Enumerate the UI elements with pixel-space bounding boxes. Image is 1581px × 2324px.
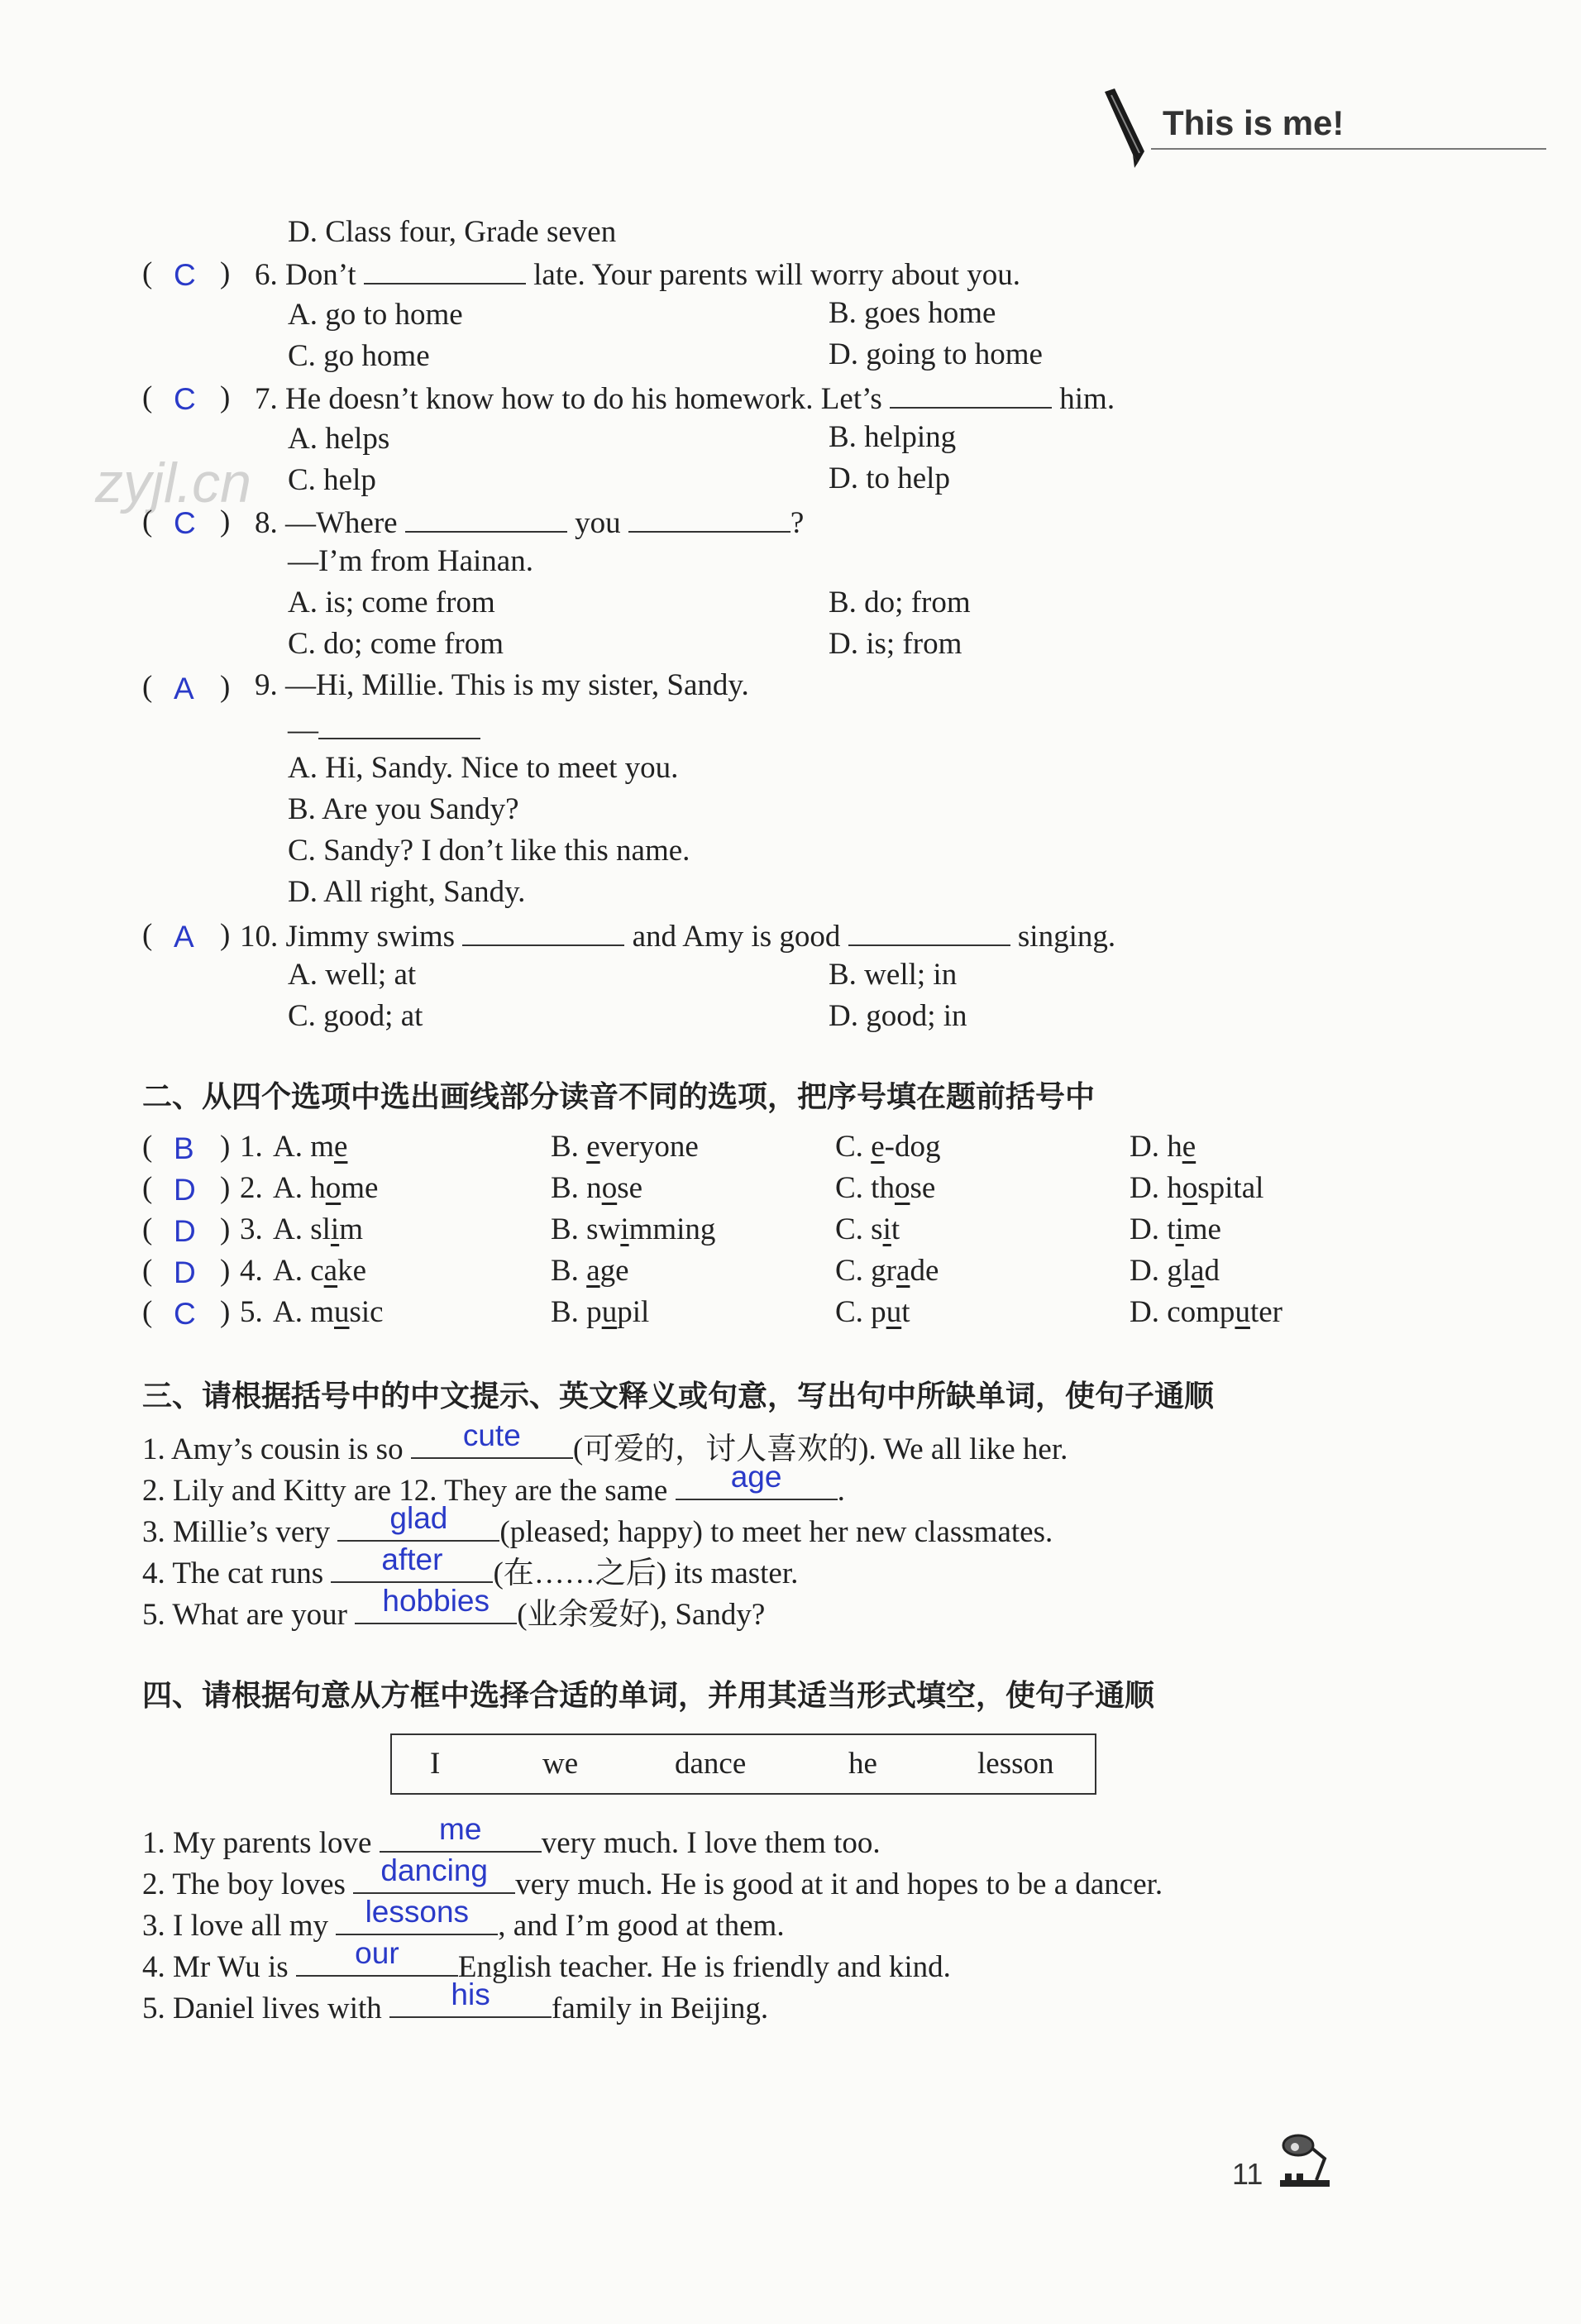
answer-8: C xyxy=(174,506,196,540)
option: C. go home xyxy=(288,339,430,373)
question-8: 8. —Where you ? xyxy=(255,501,804,543)
phonics-option-c: C. e-dog xyxy=(835,1130,941,1164)
fill-sentence: 4. Mr Wu is our English teacher. He is friendly and kind. xyxy=(142,1936,951,1984)
answer-blank: our xyxy=(296,1945,458,1977)
pen-icon xyxy=(1100,87,1149,170)
option: B. do; from xyxy=(829,586,971,619)
option: D. is; from xyxy=(829,627,962,661)
phonics-option-a: A. home xyxy=(273,1171,379,1205)
answer: D xyxy=(174,1255,196,1289)
blank xyxy=(364,253,526,285)
fill-sentence: 2. Lily and Kitty are 12. They are the same age . xyxy=(142,1460,845,1508)
phonics-option-c: C. those xyxy=(835,1171,936,1205)
section3-heading: 三、请根据括号中的中文提示、英文释义或句意，写出句中所缺单词，使句子通顺 xyxy=(142,1380,1215,1413)
blank xyxy=(628,501,790,533)
fill-sentence: 2. The boy loves dancing very much. He is good at it and hopes to be a dancer. xyxy=(142,1853,1163,1901)
phonics-option-b: B. everyone xyxy=(551,1130,699,1164)
fill-sentence: 3. Millie’s very glad (pleased; happy) to meet her new classmates. xyxy=(142,1501,1053,1549)
phonics-option-a: A. music xyxy=(273,1295,384,1329)
header-rule xyxy=(1151,148,1546,150)
option: A. Hi, Sandy. Nice to meet you. xyxy=(288,751,679,785)
phonics-option-a: A. me xyxy=(273,1130,348,1164)
answer-blank: his xyxy=(389,1987,552,2018)
option: C. good; at xyxy=(288,999,423,1033)
phonics-option-d: D. computer xyxy=(1130,1295,1282,1329)
phonics-option-b: B. age xyxy=(551,1254,629,1288)
page-number: 11 xyxy=(1232,2157,1263,2191)
phonics-option-c: C. put xyxy=(835,1295,910,1329)
fill-sentence: 5. What are your hobbies (业余爱好), Sandy? xyxy=(142,1584,766,1632)
box-word: dance xyxy=(675,1747,747,1781)
blank xyxy=(890,377,1052,409)
box-word: I xyxy=(430,1747,441,1781)
box-word: lesson xyxy=(977,1747,1054,1781)
option: D. All right, Sandy. xyxy=(288,875,526,909)
option: B. well; in xyxy=(829,958,958,992)
phonics-option-b: B. swimming xyxy=(551,1212,716,1246)
question-9: 9. —Hi, Millie. This is my sister, Sandy. xyxy=(255,668,749,702)
option: C. Sandy? I don’t like this name. xyxy=(288,834,690,868)
section2-heading: 二、从四个选项中选出画线部分读音不同的选项，把序号填在题前括号中 xyxy=(142,1080,1096,1114)
fill-sentence: 5. Daniel lives with his family in Beijing. xyxy=(142,1977,769,2025)
answer-paren-6: ( xyxy=(142,256,153,290)
phonics-option-d: D. he xyxy=(1130,1130,1196,1164)
option: D. going to home xyxy=(829,337,1043,371)
answer-7: C xyxy=(174,382,196,416)
phonics-option-d: D. time xyxy=(1130,1212,1221,1246)
option: D. to help xyxy=(829,461,950,495)
answer-blank: dancing xyxy=(353,1863,515,1894)
blank xyxy=(405,501,567,533)
item-number: 5. xyxy=(240,1295,263,1329)
phonics-option-b: B. nose xyxy=(551,1171,643,1205)
answer-6: C xyxy=(174,258,196,292)
option: A. helps xyxy=(288,422,390,456)
answer-blank: age xyxy=(676,1469,838,1500)
answer: C xyxy=(174,1297,196,1331)
answer-blank: lessons xyxy=(336,1904,498,1935)
phonics-option-a: A. cake xyxy=(273,1254,367,1288)
answer-blank: me xyxy=(380,1821,542,1853)
answer-10: A xyxy=(174,920,194,954)
phonics-option-d: D. hospital xyxy=(1130,1171,1264,1205)
answer-blank: hobbies xyxy=(355,1593,517,1624)
dialogue-line: —I’m from Hainan. xyxy=(288,544,533,578)
section4-heading: 四、请根据句意从方框中选择合适的单词，并用其适当形式填空，使句子通顺 xyxy=(142,1679,1155,1713)
fill-sentence: 3. I love all my lessons , and I’m good at them. xyxy=(142,1895,785,1943)
blank xyxy=(462,915,624,946)
option: B. helping xyxy=(829,420,957,454)
phonics-option-d: D. glad xyxy=(1130,1254,1220,1288)
question-7: 7. He doesn’t know how to do his homework. Let’s him. xyxy=(255,377,1115,418)
fill-sentence: 4. The cat runs after (在……之后) its master. xyxy=(142,1542,799,1590)
header xyxy=(1100,87,1546,170)
answer-blank: after xyxy=(331,1552,493,1583)
option: D. good; in xyxy=(829,999,967,1033)
blank xyxy=(848,915,1010,946)
item-number: 4. xyxy=(240,1254,263,1288)
question-10: 10. Jimmy swims and Amy is good singing. xyxy=(240,915,1115,956)
blank xyxy=(318,708,480,739)
answer-blank: glad xyxy=(337,1510,499,1542)
phonics-option-c: C. sit xyxy=(835,1212,900,1246)
answer-9: A xyxy=(174,672,194,705)
option: A. is; come from xyxy=(288,586,495,619)
dialogue-line: — xyxy=(288,708,480,749)
option: B. goes home xyxy=(829,296,996,330)
option: C. help xyxy=(288,463,376,497)
option: A. well; at xyxy=(288,958,417,992)
option: A. go to home xyxy=(288,298,463,332)
answer-blank: cute xyxy=(411,1427,573,1459)
phonics-option-a: A. slim xyxy=(273,1212,363,1246)
item-number: 2. xyxy=(240,1171,263,1205)
fill-sentence: 1. Amy’s cousin is so cute (可爱的，讨人喜欢的). We all like her. xyxy=(142,1418,1068,1466)
answer: D xyxy=(174,1173,196,1207)
item-number: 3. xyxy=(240,1212,263,1246)
desk-lamp-icon xyxy=(1275,2129,1341,2192)
question-6: 6. Don’t late. Your parents will worry about you. xyxy=(255,253,1020,294)
item-number: 1. xyxy=(240,1130,263,1164)
item5-option-d: D. Class four, Grade seven xyxy=(288,215,617,249)
option: C. do; come from xyxy=(288,627,504,661)
box-word: we xyxy=(542,1747,579,1781)
answer: D xyxy=(174,1214,196,1248)
answer: B xyxy=(174,1131,194,1165)
watermark: zyjl.cn xyxy=(95,452,251,514)
box-word: he xyxy=(848,1747,877,1781)
phonics-option-b: B. pupil xyxy=(551,1295,650,1329)
word-box xyxy=(390,1733,1096,1795)
option: B. Are you Sandy? xyxy=(288,792,519,826)
phonics-option-c: C. grade xyxy=(835,1254,939,1288)
header-title: This is me! xyxy=(1163,103,1345,142)
fill-sentence: 1. My parents love me very much. I love them too. xyxy=(142,1812,881,1860)
